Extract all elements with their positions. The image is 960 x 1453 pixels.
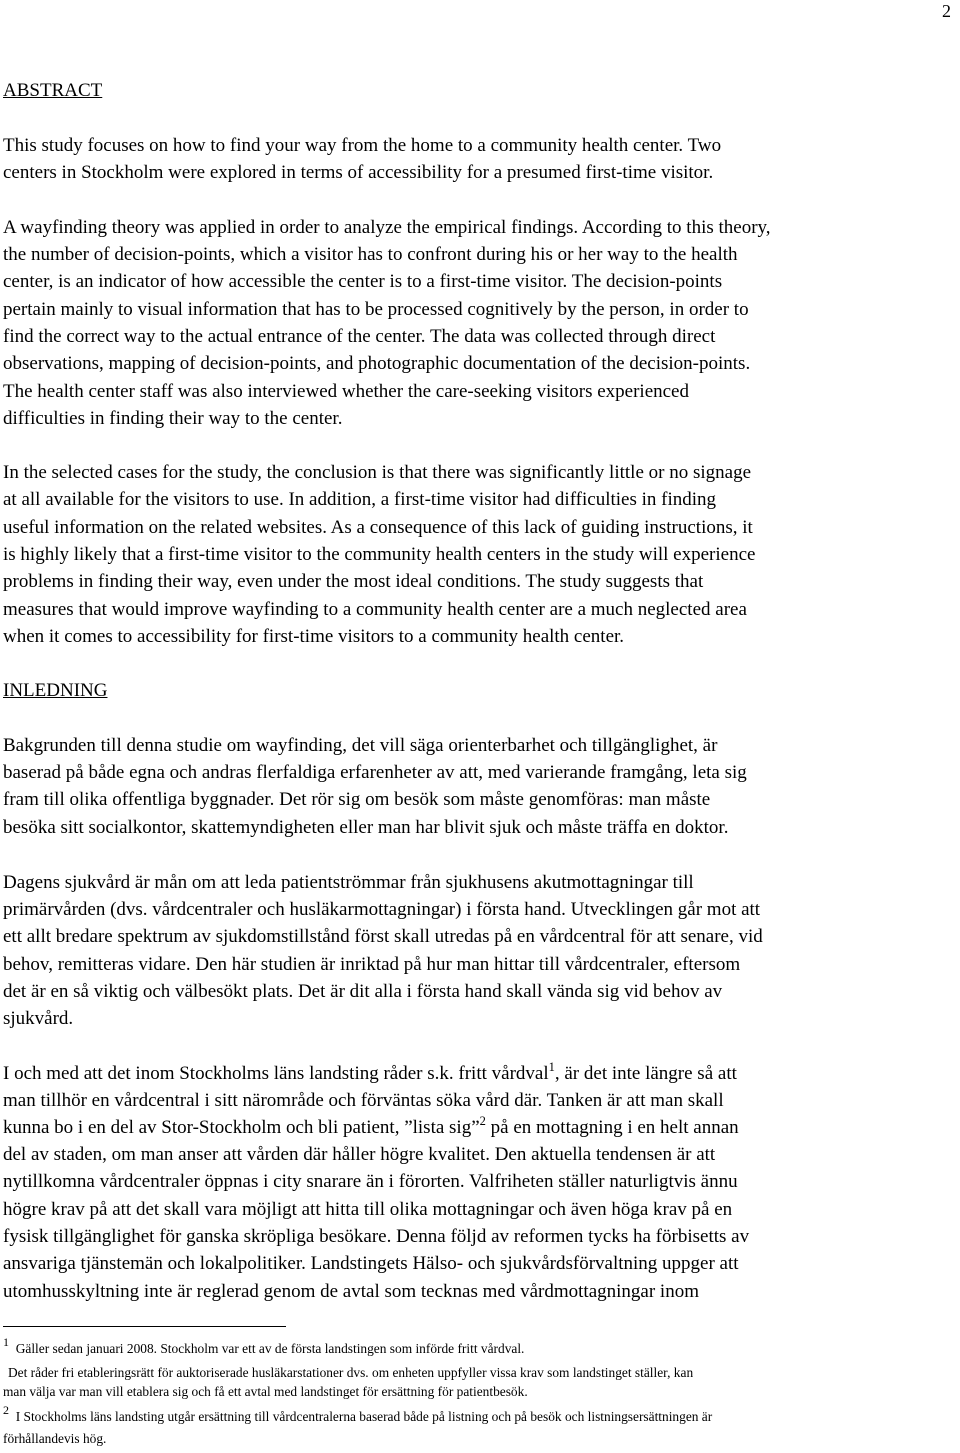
inledning-p3-line: utomhusskyltning inte är reglerad genom de avtal som tecknas med vårdmottagningar inom: [3, 1281, 699, 1302]
abstract-p2-line: the number of decision-points, which a visitor has to confront during his or her way to the health: [3, 244, 738, 265]
footnote-1-line: Det råder fri etableringsrätt för auktoriserade husläkarstationer dvs. om enheten uppfyller vissa krav som landstinget ställer, kan: [8, 1365, 694, 1380]
inledning-heading: INLEDNING: [3, 680, 108, 701]
abstract-p2-line: A wayfinding theory was applied in order to analyze the empirical findings. According to this theory,: [3, 217, 771, 238]
inledning-p3-line: man tillhör en vårdcentral i sitt närområde och förväntas söka vård där. Tanken är att man skall: [3, 1090, 724, 1111]
inledning-p3-line: [3, 1060, 737, 1085]
footnote-2-marker: 2: [3, 1403, 9, 1417]
abstract-p3-line: In the selected cases for the study, the conclusion is that there was significantly little or no signage: [3, 462, 752, 483]
inledning-p3-line: fysisk tillgänglighet för ganska skröpliga besökare. Denna följd av reformen tycks ha förbisetts av: [3, 1226, 750, 1247]
abstract-p2-line: center, is an indicator of how accessible the center is to a first-time visitor. The decision-points: [3, 271, 723, 292]
inledning-p3-line: [3, 1114, 739, 1139]
abstract-p2-line: find the correct way to the actual entrance of the center. The data was collected through direct: [3, 326, 716, 347]
abstract-p2-line: observations, mapping of decision-points, and photographic documentation of the decision-points.: [3, 353, 751, 374]
inledning-p3-line: nytillkomna vårdcentraler öppnas i city snarare än i förorten. Valfriheten ställer naturligtvis ännu: [3, 1171, 738, 1192]
inledning-p1-line: Bakgrunden till denna studie om wayfinding, det vill säga orienterbarhet och tillgänglighet, är: [3, 735, 718, 756]
footnote-1: [3, 1335, 525, 1356]
inledning-p3-l3-after: på en mottagning i en helt annan: [485, 1117, 739, 1138]
inledning-p1-line: besöka sitt socialkontor, skattemyndigheten eller man har blivit sjuk och måste träffa en doktor.: [3, 817, 729, 838]
inledning-p1-line: baserad på både egna och andras flerfaldiga erfarenheter av att, med varierande framgång, leta sig: [3, 762, 747, 783]
abstract-p2-line: pertain mainly to visual information that has to be processed cognitively by the person, in order to: [3, 299, 749, 320]
inledning-p3-l1-after: , är det inte längre så att: [554, 1063, 737, 1084]
page-number: 2: [942, 1, 951, 21]
footnote-2: [3, 1403, 713, 1424]
inledning-p3-l1-text: I och med att det inom Stockholms läns landsting råder s.k. fritt vårdval: [3, 1063, 549, 1084]
inledning-p2-line: behov, remitteras vidare. Den här studien är inriktad på hur man hittar till vårdcentraler, eftersom: [3, 954, 741, 975]
inledning-p3-line: ansvariga tjänstemän och lokalpolitiker. Landstingets Hälso- och sjukvårdsförvaltning uppger att: [3, 1253, 739, 1274]
inledning-p3-l3-text: kunna bo i en del av Stor-Stockholm och bli patient, ”lista sig”: [3, 1117, 480, 1138]
inledning-p1-line: fram till olika offentliga byggnader. Det rör sig om besök som måste genomföras: man måste: [3, 789, 711, 810]
abstract-p2-line: difficulties in finding their way to the center.: [3, 408, 343, 429]
footnote-1-text: Gäller sedan januari 2008. Stockholm var ett av de första landstingen som införde fritt vårdval.: [15, 1341, 525, 1356]
inledning-p2-line: primärvården (dvs. vårdcentraler och husläkarmottagningar) i första hand. Utvecklingen går mot att: [3, 899, 761, 920]
footnote-1-marker: 1: [3, 1335, 9, 1349]
inledning-p2-line: Dagens sjukvård är mån om att leda patientströmmar från sjukhusens akutmottagningar till: [3, 872, 694, 893]
footnote-2-text: I Stockholms läns landsting utgår ersättning till vårdcentralerna baserad både på listning och på besök och listningsersättningen är: [15, 1409, 713, 1424]
abstract-p3-line: measures that would improve wayfinding to a community health center are a much neglected area: [3, 599, 747, 620]
inledning-p2-line: det är en så viktig och välbesökt plats. Det är dit alla i första hand skall vända sig vid behov av: [3, 981, 723, 1002]
abstract-p3-line: problems in finding their way, even under the most ideal conditions. The study suggests that: [3, 571, 704, 592]
abstract-p3-line: when it comes to accessibility for first-time visitors to a community health center.: [3, 626, 625, 647]
footnote-1-line: man välja var man vill etablera sig och få ett avtal med landstinget för ersättning för patientbesök.: [3, 1384, 528, 1399]
footnote-ref-2: 2: [479, 1114, 486, 1128]
inledning-p3-line: del av staden, om man anser att vården där håller högre kvalitet. Den aktuella tendensen är att: [3, 1144, 716, 1165]
abstract-p1-line: centers in Stockholm were explored in terms of accessibility for a presumed first-time visitor.: [3, 162, 714, 183]
inledning-p2-line: sjukvård.: [3, 1008, 74, 1029]
abstract-p1-line: This study focuses on how to find your way from the home to a community health center. Two: [3, 135, 722, 156]
abstract-p3-line: at all available for the visitors to use. In addition, a first-time visitor had difficulties in finding: [3, 489, 717, 510]
abstract-p2-line: The health center staff was also interviewed whether the care-seeking visitors experienced: [3, 381, 689, 402]
abstract-heading: ABSTRACT: [3, 80, 103, 101]
footnote-ref-1: 1: [548, 1060, 555, 1074]
inledning-p2-line: ett allt bredare spektrum av sjukdomstillstånd först skall utredas på en vårdcentral för att senare, vid: [3, 926, 763, 947]
inledning-p3-line: högre krav på att det skall vara möjligt att hitta till olika mottagningar och även höga krav på en: [3, 1199, 733, 1220]
abstract-p3-line: is highly likely that a first-time visitor to the community health centers in the study will experience: [3, 544, 756, 565]
abstract-p3-line: useful information on the related websites. As a consequence of this lack of guiding instructions, it: [3, 517, 753, 538]
footnote-2-line: förhållandevis hög.: [3, 1431, 107, 1446]
footnote-separator: [3, 1326, 286, 1327]
